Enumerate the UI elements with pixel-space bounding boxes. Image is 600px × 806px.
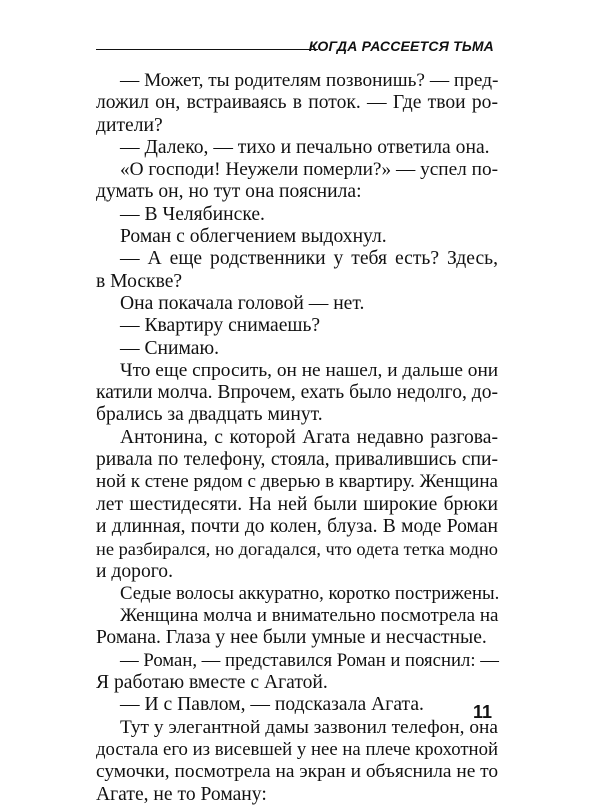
text-line: Женщина молча и внимательно посмотрела на (120, 605, 499, 627)
text-line: — И с Павлом, — подсказала Агата. (120, 694, 424, 716)
text-line: — Снимаю. (120, 337, 220, 359)
text-line: ривала по телефону, стояла, привалившись спи- (96, 449, 498, 471)
text-line: Она покачала головой — нет. (120, 292, 365, 314)
text-line: дители? (96, 114, 163, 136)
text-line: и длинная, почти до колен, блуза. В моде Роман (96, 515, 498, 537)
header-rule (96, 49, 318, 50)
text-line: — А еще родственники у тебя есть? Здесь, (120, 248, 498, 270)
text-line: и дорого. (96, 560, 173, 582)
text-line: брались за двадцать минут. (96, 404, 323, 426)
text-line: Седые волосы аккуратно, коротко пострижены. (120, 582, 500, 604)
text-line: ложил он, встраиваясь в поток. — Где твои ро- (96, 92, 498, 114)
text-line: Что еще спросить, он не нашел, и дальше они (120, 359, 499, 381)
text-line: Агате, не то Роману: (96, 783, 267, 805)
text-line: — Далеко, — тихо и печально ответила она. (120, 136, 490, 158)
text-line: катили молча. Впрочем, ехать было недолго, до- (96, 382, 498, 404)
page-number: 11 (472, 702, 492, 722)
text-line: — В Челябинске. (120, 203, 265, 225)
text-line: достала его из висевшей у нее на плече крохотной (96, 738, 498, 760)
text-line: — Роман, — представился Роман и пояснил: — (120, 649, 499, 671)
body-text (96, 70, 498, 806)
text-line: думать он, но тут она пояснила: (96, 181, 362, 203)
text-line: Романа. Глаза у нее были умные и несчастные. (96, 627, 487, 649)
running-header (96, 38, 494, 58)
text-line: — Квартиру снимаешь? (120, 315, 321, 337)
text-line: ной к стене рядом с дверью в квартиру. Женщина (96, 471, 498, 493)
text-line: — Может, ты родителям позвонишь? — пред- (120, 70, 499, 91)
text-line: Тут у элегантной дамы зазвонил телефон, она (120, 716, 498, 738)
text-line: сумочки, посмотрела на экран и объяснила не то (96, 761, 499, 783)
text-line: Антонина, с которой Агата недавно разгова- (120, 426, 498, 448)
text-line: лет шестидесяти. На ней были широкие брюки (96, 493, 498, 515)
text-line: не разбирался, но догадался, что одета тетка модно (96, 539, 498, 560)
text-line: «О господи! Неужели померли?» — успел по- (120, 159, 499, 181)
text-line: Я работаю вместе с Агатой. (96, 672, 328, 694)
text-line: в Москве? (96, 270, 183, 292)
running-title: КОГДА РАССЕЕТСЯ ТЬМА (308, 38, 494, 54)
text-line: Роман с облегчением выдохнул. (120, 226, 387, 248)
